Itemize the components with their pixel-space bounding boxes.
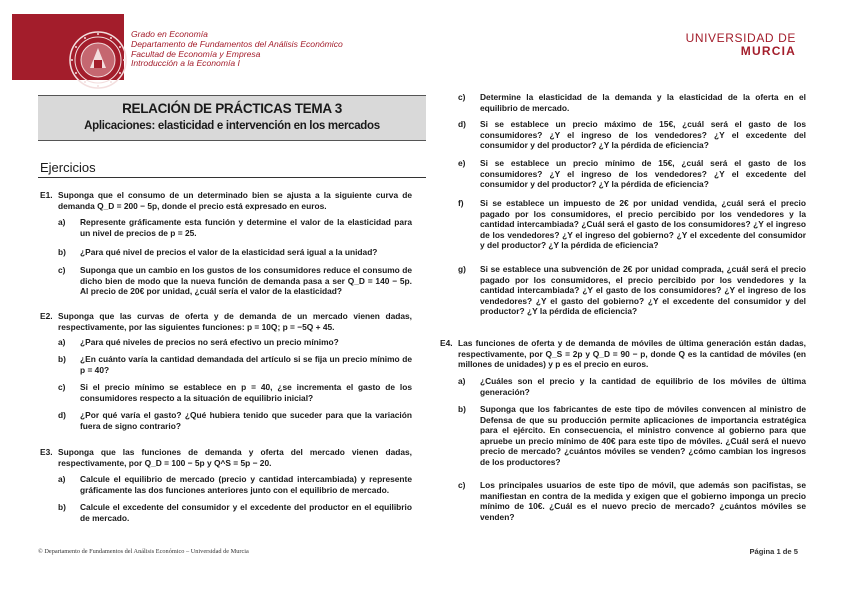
university-seal-icon	[68, 30, 128, 90]
item-label: g)	[458, 264, 466, 274]
item-text: Si se establece un precio máximo de 15€, ¿cuál será el gasto de los consumidores? ¿Y el ingreso de los vendedores? ¿Y el excedente del consumidor y del productor? ¿Y la pérdida de eficiencia?	[480, 119, 806, 150]
item-text: ¿En cuánto varía la cantidad demandada del artículo si se fija un precio mínimo de p = 40?	[80, 354, 412, 375]
exercise-e2	[40, 311, 412, 332]
exercise-statement: Las funciones de oferta y de demanda de móviles de última generación están dadas, respectivamente, por Q_S = 2p y Q_D = 90 − p, donde Q es la cantidad de móviles (en millones de unidades) y p es el precio en euros.	[458, 338, 806, 369]
exercise-item	[458, 480, 806, 522]
exercise-item	[458, 404, 806, 467]
title-box	[38, 95, 426, 141]
section-divider	[38, 177, 426, 178]
item-text: ¿Por qué varía el gasto? ¿Qué hubiera tenido que suceder para que la variación fuera de signo contrario?	[80, 410, 412, 431]
exercise-item	[58, 217, 412, 238]
exercise-statement: Suponga que las curvas de oferta y de demanda de un mercado vienen dadas, respectivamente, por las siguientes funciones: p = 10Q; p = −5Q + 45.	[58, 311, 412, 332]
item-label: b)	[58, 247, 66, 257]
exercise-e3	[40, 447, 412, 468]
exercise-label: E2.	[40, 311, 53, 321]
exercise-item	[458, 119, 806, 151]
item-label: c)	[458, 92, 466, 102]
item-label: b)	[458, 404, 466, 414]
university-line-1: UNIVERSIDAD DE	[685, 31, 796, 45]
item-label: a)	[58, 217, 66, 227]
exercise-item	[458, 92, 806, 113]
exercise-item	[458, 376, 806, 397]
exercise-item	[458, 198, 806, 251]
item-text: Si se establece una subvención de 2€ por unidad comprada, ¿cuál será el precio pagado por los consumidores, el precio percibido por los vendedores y la cantidad intercambiada? ¿Y el gasto de los consumidores? ¿Y el ingreso de los vendedores? ¿Y el gasto del gobierno? ¿Y el excedente del consumidor y del productor? ¿Y la pérdida de eficiencia?	[480, 264, 806, 316]
exercise-statement: Suponga que el consumo de un determinado bien se ajusta a la siguiente curva de demanda Q_D = 200 − 5p, donde el precio está expresado en euros.	[58, 190, 412, 211]
header-info	[131, 30, 343, 69]
header-line: Facultad de Economía y Empresa	[131, 48, 261, 59]
exercise-e4	[440, 338, 806, 370]
item-text: Los principales usuarios de este tipo de móvil, que además son pacifistas, se manifiestan en contra de la medida y exigen que el gobierno imponga un precio mínimo de 10€. ¿Cuál es el nuevo precio de mercado? ¿cuántos móviles se venden?	[480, 480, 806, 522]
university-name	[686, 32, 796, 58]
item-label: a)	[58, 337, 66, 347]
university-line-2: MURCIA	[740, 44, 796, 58]
exercise-label: E4.	[440, 338, 453, 348]
exercise-e1	[40, 190, 412, 211]
header-line: Departamento de Fundamentos del Análisis Económico	[131, 38, 343, 49]
item-text: Si el precio mínimo se establece en p = 40, ¿se incrementa el gasto de los consumidores respecto a la situación de equilibrio inicial?	[80, 382, 412, 403]
item-label: a)	[58, 474, 66, 484]
item-label: e)	[458, 158, 466, 168]
item-text: Si se establece un precio mínimo de 15€, ¿cuál será el gasto de los consumidores? ¿Y el ingreso de los vendedores? ¿Y el excedente del consumidor y del productor? ¿Y la pérdida de eficiencia?	[480, 158, 806, 189]
header-line: Grado en Economía	[131, 29, 208, 39]
exercise-item	[58, 410, 412, 431]
header-line: Introducción a la Economía I	[131, 58, 240, 69]
exercise-item	[58, 474, 412, 495]
exercise-item	[458, 158, 806, 190]
university-logo	[12, 14, 124, 80]
item-label: f)	[458, 198, 464, 208]
page-title: RELACIÓN DE PRÁCTICAS TEMA 3	[122, 101, 342, 116]
item-label: a)	[458, 376, 466, 386]
page-number: Página 1 de 5	[749, 547, 798, 556]
exercise-statement: Suponga que las funciones de demanda y oferta del mercado vienen dadas, respectivamente, por Q_D = 100 − 5p y Q^S = 5p − 20.	[58, 447, 412, 468]
item-text: ¿Para qué nivel de precios el valor de la elasticidad será igual a la unidad?	[80, 247, 378, 257]
item-label: c)	[458, 480, 466, 490]
footer-copyright: © Departamento de Fundamentos del Análisis Económico – Universidad de Murcia	[38, 548, 249, 555]
item-label: c)	[58, 265, 66, 275]
item-text: Calcule el excedente del consumidor y el excedente del productor en el equilibrio de mercado.	[80, 502, 412, 523]
page-header	[0, 0, 848, 90]
exercise-label: E3.	[40, 447, 53, 457]
item-text: ¿Para qué niveles de precios no será efectivo un precio mínimo?	[80, 337, 339, 347]
item-label: d)	[58, 410, 66, 420]
exercise-item	[458, 264, 806, 317]
item-text: ¿Cuáles son el precio y la cantidad de equilibrio de los móviles de última generación?	[480, 376, 806, 397]
item-text: Suponga que los fabricantes de este tipo de móviles convencen al ministro de Defensa de que su producción permite aplicaciones de importancia estratégica para el ejército. En consecuencia, el ministro convence al gobierno para que apruebe un precio mínimo de 40€ para este tipo de móviles. ¿Cuál será el nuevo precio de mercado? ¿cuántos móviles se venden? ¿cómo cambian los ingresos de los productores?	[480, 404, 806, 467]
item-text: Represente gráficamente esta función y determine el valor de la elasticidad para un nivel de precios de p = 25.	[80, 217, 412, 238]
exercise-label: E1.	[40, 190, 53, 200]
item-label: d)	[458, 119, 466, 129]
exercise-item	[58, 247, 412, 258]
exercise-item	[58, 502, 412, 523]
exercise-item	[58, 382, 412, 403]
item-text: Calcule el equilibrio de mercado (precio y cantidad intercambiada) y represente gráficamente las dos funciones anteriores junto con el equilibrio de mercado.	[80, 474, 412, 495]
section-heading: Ejercicios	[40, 160, 96, 175]
exercise-item	[58, 337, 412, 348]
exercise-item	[58, 354, 412, 375]
exercise-item	[58, 265, 412, 297]
item-label: b)	[58, 502, 66, 512]
item-label: c)	[58, 382, 66, 392]
item-label: b)	[58, 354, 66, 364]
item-text: Si se establece un impuesto de 2€ por unidad vendida, ¿cuál será el precio pagado por los consumidores, el precio percibido por los vendedores y la cantidad intercambiada? ¿Cuál será el gasto de los consumidores? ¿Y el ingreso de los vendedores? ¿Y el ingreso del gobierno? ¿Y el excedente del consumidor y del productor? ¿Y la pérdida de eficiencia?	[480, 198, 806, 250]
item-text: Determine la elasticidad de la demanda y la elasticidad de la oferta en el equilibrio de mercado.	[480, 92, 806, 113]
page-subtitle: Aplicaciones: elasticidad e intervención en los mercados	[84, 120, 380, 132]
item-text: Suponga que un cambio en los gustos de los consumidores reduce el consumo de dicho bien de modo que la nueva función de demanda pasa a ser Q_D = 140 − 5p. Al precio de 20€ por unidad, ¿cuál sería el valor de la elasticidad?	[80, 265, 412, 296]
